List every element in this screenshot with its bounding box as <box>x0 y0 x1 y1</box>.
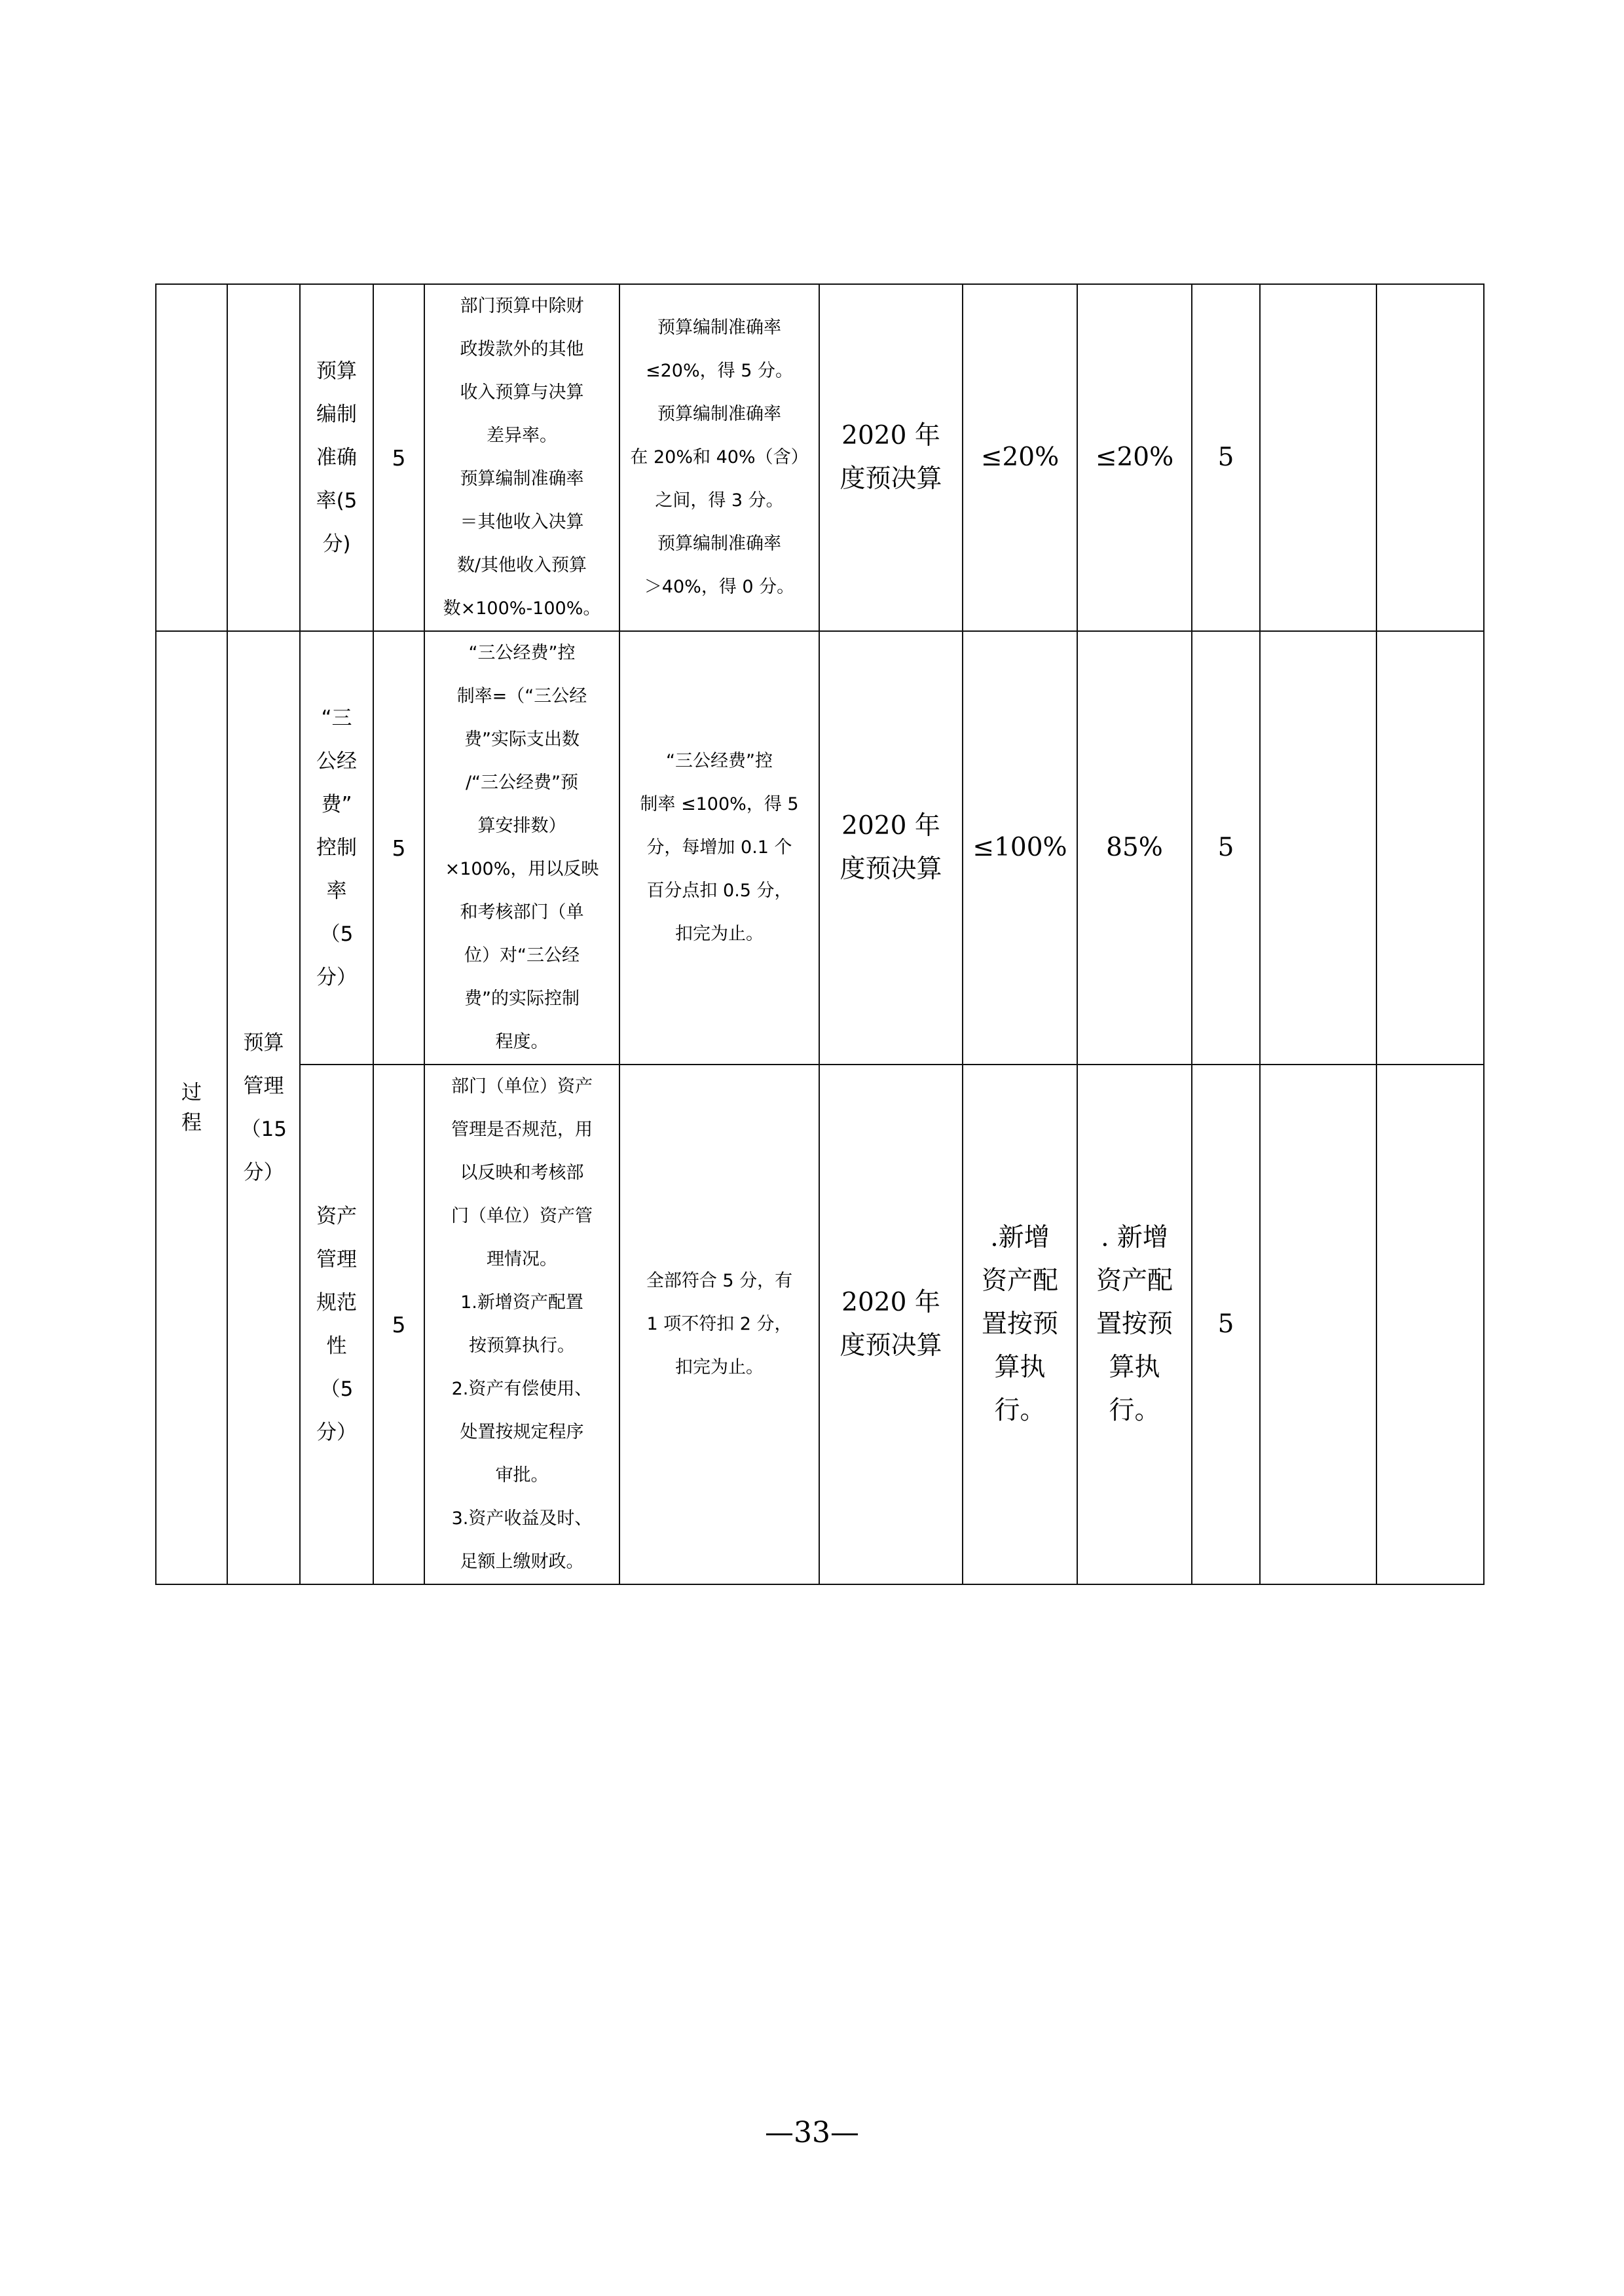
text-line: 制率=（“三公经 <box>456 686 587 706</box>
text-line: 管理 <box>316 1248 357 1271</box>
text-line: ＞40%，得 0 分。 <box>644 577 795 597</box>
scoring-standard-cell <box>619 1065 819 1584</box>
text-line: 理情况。 <box>487 1249 557 1269</box>
weight-cell: 5 <box>373 284 424 631</box>
text-line: /“三公经费”预 <box>465 773 579 793</box>
text-line: 分，每增加 0.1 个 <box>646 837 792 858</box>
level2-indicator-cell <box>227 631 300 1584</box>
level1-indicator-cell <box>156 631 227 1584</box>
text-line: 算安排数） <box>477 816 566 836</box>
text-line: 程度。 <box>495 1032 549 1052</box>
text-line: ×100%，用以反映 <box>445 859 599 879</box>
text-line: 1 项不符扣 2 分， <box>646 1314 792 1334</box>
text-line: “三公经费”控 <box>666 751 773 771</box>
text-line: 以反映和考核部 <box>460 1163 584 1183</box>
text-line: 分) <box>322 532 351 556</box>
scoring-standard-cell <box>619 631 819 1065</box>
text-line: 度预决算 <box>840 1331 942 1360</box>
basis-cell <box>819 1065 963 1584</box>
text-line: “三 <box>321 706 352 730</box>
text-line: 在 20%和 40%（含） <box>630 447 809 467</box>
text-line: （5 <box>320 922 354 946</box>
basis-cell <box>819 631 963 1065</box>
text-line: ≤100% <box>972 833 1067 862</box>
text-line: 度预决算 <box>840 464 942 494</box>
definition-cell <box>424 631 619 1065</box>
text-line: 性 <box>326 1334 347 1358</box>
text-line: 2020 年 <box>841 421 940 450</box>
text-line: 2020 年 <box>841 811 940 841</box>
extra-cell-2 <box>1376 284 1484 631</box>
text-line: 部门预算中除财 <box>460 296 584 316</box>
level2-label: 预算管理（15分） <box>240 1031 287 1184</box>
text-line: 预算编制准确率 <box>657 534 781 554</box>
text-line: 2.资产有偿使用、 <box>451 1379 593 1399</box>
text-line: 1.新增资产配置 <box>460 1292 583 1313</box>
text-line: 政拨款外的其他 <box>460 339 584 359</box>
text-line: ≤20%，得 5 分。 <box>646 361 793 381</box>
text-line: 率 <box>326 879 347 903</box>
text-line: 费”实际支出数 <box>464 729 580 750</box>
text-line: 门（单位）资产管 <box>451 1206 593 1226</box>
score-cell: 5 <box>1192 1065 1260 1584</box>
text-line: 分） <box>316 966 357 989</box>
weight-cell: 5 <box>373 631 424 1065</box>
weight-cell: 5 <box>373 1065 424 1584</box>
text-line: 分） <box>316 1421 357 1444</box>
table-body <box>156 284 1484 1584</box>
text-line: 资产配 <box>1096 1266 1173 1296</box>
text-line: 行。 <box>1109 1396 1160 1425</box>
indicator-name-cell <box>300 284 373 631</box>
table-row <box>156 631 1484 1065</box>
text-line: 百分点扣 0.5 分， <box>646 881 792 901</box>
target-value-cell <box>963 284 1077 631</box>
text-line: . 新增 <box>1101 1223 1168 1252</box>
extra-cell-1 <box>1260 1065 1376 1584</box>
page-number: —33— <box>765 2116 859 2149</box>
actual-value-cell <box>1077 284 1192 631</box>
text-line: 费” <box>321 793 352 816</box>
indicator-name-cell <box>300 631 373 1065</box>
text-line: 按预算执行。 <box>469 1336 575 1356</box>
text-line: 行。 <box>994 1396 1046 1425</box>
indicator-name-cell <box>300 1065 373 1584</box>
level1-cell-empty <box>156 284 227 631</box>
table-row <box>156 284 1484 631</box>
target-value-cell <box>963 631 1077 1065</box>
text-line: 预算编制准确率 <box>657 318 781 338</box>
text-line: “三公经费”控 <box>468 643 576 663</box>
text-line: （5 <box>320 1377 354 1401</box>
text-line: 扣完为止。 <box>675 1357 764 1377</box>
text-line: 全部符合 5 分，有 <box>646 1271 793 1291</box>
score-cell: 5 <box>1192 284 1260 631</box>
text-line: 3.资产收益及时、 <box>451 1508 593 1529</box>
text-line: 扣完为止。 <box>675 924 764 944</box>
text-line: 审批。 <box>495 1465 549 1485</box>
text-line: 处置按规定程序 <box>460 1422 584 1442</box>
text-line: 预算编制准确率 <box>460 469 584 489</box>
text-line: ≤20% <box>980 443 1060 472</box>
extra-cell-1 <box>1260 631 1376 1065</box>
text-line: 规范 <box>316 1291 357 1315</box>
text-line: 费”的实际控制 <box>464 989 580 1009</box>
table-row <box>156 1065 1484 1584</box>
target-value-cell <box>963 1065 1077 1584</box>
text-line: 之间，得 3 分。 <box>655 490 784 511</box>
level2-cell-empty <box>227 284 300 631</box>
actual-value-cell <box>1077 1065 1192 1584</box>
score-cell: 5 <box>1192 631 1260 1065</box>
text-line: 准确 <box>316 446 357 469</box>
text-line: 预算 <box>316 359 357 383</box>
text-line: 和考核部门（单 <box>460 902 584 922</box>
text-line: 数/其他收入预算 <box>456 555 587 575</box>
extra-cell-2 <box>1376 1065 1484 1584</box>
text-line: 部门（单位）资产 <box>451 1076 593 1097</box>
text-line: 算执 <box>994 1353 1046 1382</box>
text-line: 数×100%-100%。 <box>443 598 601 619</box>
extra-cell-1 <box>1260 284 1376 631</box>
text-line: 置按预 <box>981 1309 1058 1339</box>
level1-label: 过程 <box>181 1081 202 1135</box>
text-line: 位）对“三公经 <box>464 945 580 966</box>
text-line: 公经 <box>316 750 357 773</box>
scoring-standard-cell <box>619 284 819 631</box>
text-line: 85% <box>1106 833 1163 862</box>
definition-cell <box>424 1065 619 1584</box>
text-line: ＝其他收入决算 <box>460 512 584 532</box>
text-line: 置按预 <box>1096 1309 1173 1339</box>
text-line: 算执 <box>1109 1353 1160 1382</box>
text-line: 差异率。 <box>487 426 557 446</box>
text-line: 度预决算 <box>840 854 942 884</box>
extra-cell-2 <box>1376 631 1484 1065</box>
text-line: 2020 年 <box>841 1288 940 1317</box>
text-line: .新增 <box>990 1223 1050 1252</box>
text-line: 控制 <box>316 836 357 860</box>
text-line: 制率 ≤100%，得 5 <box>640 794 799 814</box>
text-line: ≤20% <box>1095 443 1174 472</box>
text-line: 管理是否规范，用 <box>451 1120 593 1140</box>
actual-value-cell <box>1077 631 1192 1065</box>
text-line: 预算编制准确率 <box>657 404 781 424</box>
basis-cell <box>819 284 963 631</box>
text-line: 收入预算与决算 <box>460 382 584 403</box>
performance-evaluation-table <box>155 283 1485 1585</box>
text-line: 资产 <box>316 1205 357 1228</box>
definition-cell <box>424 284 619 631</box>
text-line: 资产配 <box>981 1266 1058 1296</box>
text-line: 率(5 <box>316 489 358 513</box>
text-line: 编制 <box>316 403 357 426</box>
text-line: 足额上缴财政。 <box>460 1552 584 1572</box>
